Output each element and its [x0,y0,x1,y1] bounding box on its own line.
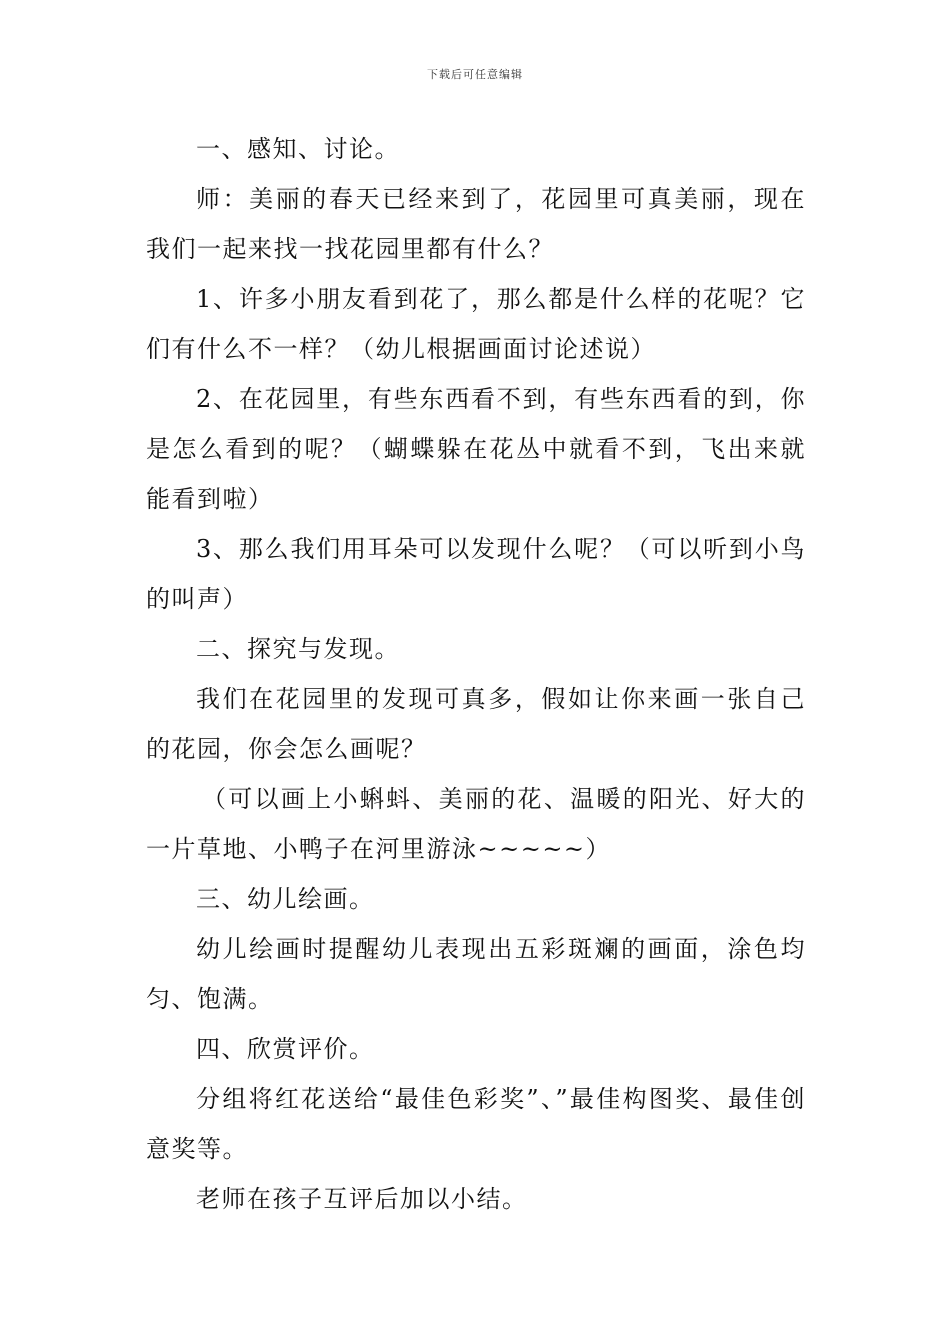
paragraph-drawing: 幼儿绘画时提醒幼儿表现出五彩斑斓的画面，涂色均匀、饱满。 [146,935,806,1013]
paragraph-item-2: 2、在花园里，有些东西看不到，有些东西看的到，你是怎么看到的呢？（蝴蝶躲在花丛中就看不到，飞出来就能看到啦） [146,385,806,513]
section-heading-4: 四、欣赏评价。 [196,1035,375,1063]
page-header: 下载后可任意编辑 [427,68,523,81]
section-heading-1: 一、感知、讨论。 [196,135,400,163]
paragraph-item-3: 3、那么我们用耳朵可以发现什么呢？（可以听到小鸟的叫声） [146,535,806,613]
paragraph-item-1: 1、许多小朋友看到花了，那么都是什么样的花呢？它们有什么不一样？（幼儿根据画面讨论述说） [146,285,806,363]
section-heading-2: 二、探究与发现。 [196,635,400,663]
document-body [146,124,806,1224]
paragraph-awards: 分组将红花送给“最佳色彩奖”、”最佳构图奖、最佳创意奖等。 [146,1085,806,1163]
section-heading-3: 三、幼儿绘画。 [196,885,375,913]
paragraph-summary: 老师在孩子互评后加以小结。 [196,1185,528,1213]
paragraph-examples: （可以画上小蝌蚪、美丽的花、温暖的阳光、好大的一片草地、小鸭子在河里游泳~~~~~） [146,785,806,863]
paragraph-intro: 师：美丽的春天已经来到了，花园里可真美丽，现在我们一起来找一找花园里都有什么？ [146,185,806,263]
paragraph-discovery: 我们在花园里的发现可真多，假如让你来画一张自己的花园，你会怎么画呢？ [146,685,806,763]
